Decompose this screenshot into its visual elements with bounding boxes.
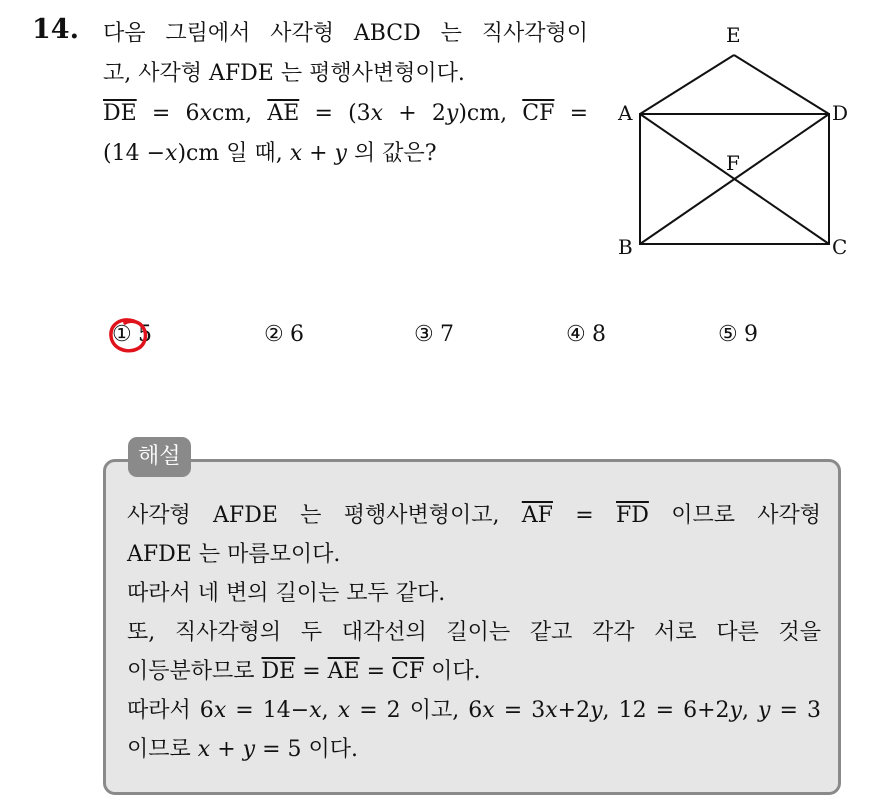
question-line-3 [103, 94, 588, 134]
eq: = [366, 659, 386, 684]
solution-tag: 해설 [128, 437, 191, 477]
choice-mark: ⑤ [718, 322, 738, 347]
text: = 3 [503, 698, 546, 723]
text: , 12 = 6+2 [602, 698, 730, 723]
vertex-label-a: A [618, 101, 633, 125]
choice-1[interactable] [112, 322, 152, 347]
text: 이므로 [127, 737, 191, 762]
segment-de: $\overline{DE}$ [261, 659, 296, 684]
choice-4[interactable] [566, 322, 606, 347]
choice-value: 5 [138, 322, 152, 347]
eq-de: = 6 [151, 101, 200, 126]
question-line-1: 다음 그림에서 사각형 ABCD 는 직사각형이 [103, 21, 588, 46]
var-x: x [370, 101, 384, 126]
question-line-4 [103, 134, 588, 174]
var-x: x [337, 698, 351, 723]
text: = 3 [779, 698, 822, 723]
vertex-label-f: F [726, 151, 740, 175]
choice-value: 7 [440, 322, 454, 347]
text: 이다. [431, 659, 481, 684]
question-text [103, 14, 588, 174]
figure-svg [612, 18, 862, 268]
choice-5[interactable] [718, 322, 758, 347]
var-x: x [197, 737, 211, 762]
eq-cf: = [569, 101, 589, 126]
choice-value: 6 [290, 322, 304, 347]
eq: = [302, 659, 321, 684]
segment-cf: $\overline{CF}$ [522, 101, 555, 126]
var-y: y [334, 141, 347, 166]
segment-ae: $\overline{AE}$ [267, 101, 300, 126]
segment-af: $\overline{AF}$ [521, 503, 553, 528]
choice-mark: ③ [414, 322, 434, 347]
question-tail: 의 값은? [353, 141, 437, 166]
text: = 14− [235, 698, 310, 723]
segment-cf: $\overline{CF}$ [392, 659, 425, 684]
segment-de: $\overline{DE}$ [103, 101, 137, 126]
choice-mark: ④ [566, 322, 586, 347]
solution-line-3: 따라서 네 변의 길이는 모두 같다. [127, 581, 446, 606]
question-number: 14. [32, 14, 79, 45]
solution-line-1 [127, 496, 821, 535]
segment-ae: $\overline{AE}$ [327, 659, 360, 684]
edge-ed [734, 55, 829, 114]
unit-cm: )cm, [458, 101, 508, 126]
text: 따라서 6 [127, 698, 214, 723]
var-x: x [213, 698, 227, 723]
text: 사각형 AFDE 는 평행사변형이고, [127, 503, 500, 528]
solution-line-2: AFDE 는 마름모이다. [127, 542, 341, 567]
var-x: x [199, 101, 212, 126]
var-y: y [445, 101, 459, 126]
solution-line-7 [127, 730, 821, 769]
answer-choices [104, 322, 804, 362]
var-y: y [758, 698, 771, 723]
solution-line-5 [127, 652, 821, 691]
text: , [741, 698, 749, 723]
var-x: x [289, 141, 303, 166]
solution-text [127, 496, 821, 769]
vertex-label-b: B [618, 235, 633, 259]
text: +2 [557, 698, 591, 723]
solution-line-6 [127, 691, 821, 730]
choice-3[interactable] [414, 322, 454, 347]
var-y: y [729, 698, 742, 723]
var-x: x [482, 698, 495, 723]
text: 이등분하므로 [127, 659, 255, 684]
choice-mark: ① [112, 322, 132, 347]
vertex-label-e: E [726, 23, 741, 47]
text: = 5 이다. [262, 737, 358, 762]
choice-mark: ② [264, 322, 284, 347]
text: 이므로 사각형 [671, 503, 821, 528]
unit-cm: cm, [211, 101, 253, 126]
vertex-label-d: D [832, 101, 849, 125]
geometry-figure [612, 18, 862, 268]
cf-open: (14 − [103, 141, 166, 166]
var-x: x [545, 698, 558, 723]
plus-sign: + [309, 141, 328, 166]
solution-line-4: 또, 직사각형의 두 대각선의 길이는 같고 각각 서로 다른 것을 [127, 620, 821, 645]
var-x: x [309, 698, 322, 723]
choice-2[interactable] [264, 322, 304, 347]
question-line-2: 고, 사각형 AFDE 는 평행사변형이다. [103, 61, 465, 86]
text: , [321, 698, 329, 723]
eq: = [575, 503, 594, 528]
text: = 2 이고, 6 [359, 698, 483, 723]
choice-value: 9 [744, 322, 758, 347]
var-x: x [165, 141, 178, 166]
plus-sign: + [217, 737, 236, 762]
choice-value: 8 [592, 322, 606, 347]
edge-ae [640, 55, 734, 114]
plus-term: + 2 [398, 101, 446, 126]
cf-close: )cm 일 때, [177, 141, 283, 166]
var-y: y [242, 737, 256, 762]
segment-fd: $\overline{FD}$ [615, 503, 649, 528]
var-y: y [590, 698, 603, 723]
eq-ae: = (3 [314, 101, 371, 126]
vertex-label-c: C [832, 235, 848, 259]
